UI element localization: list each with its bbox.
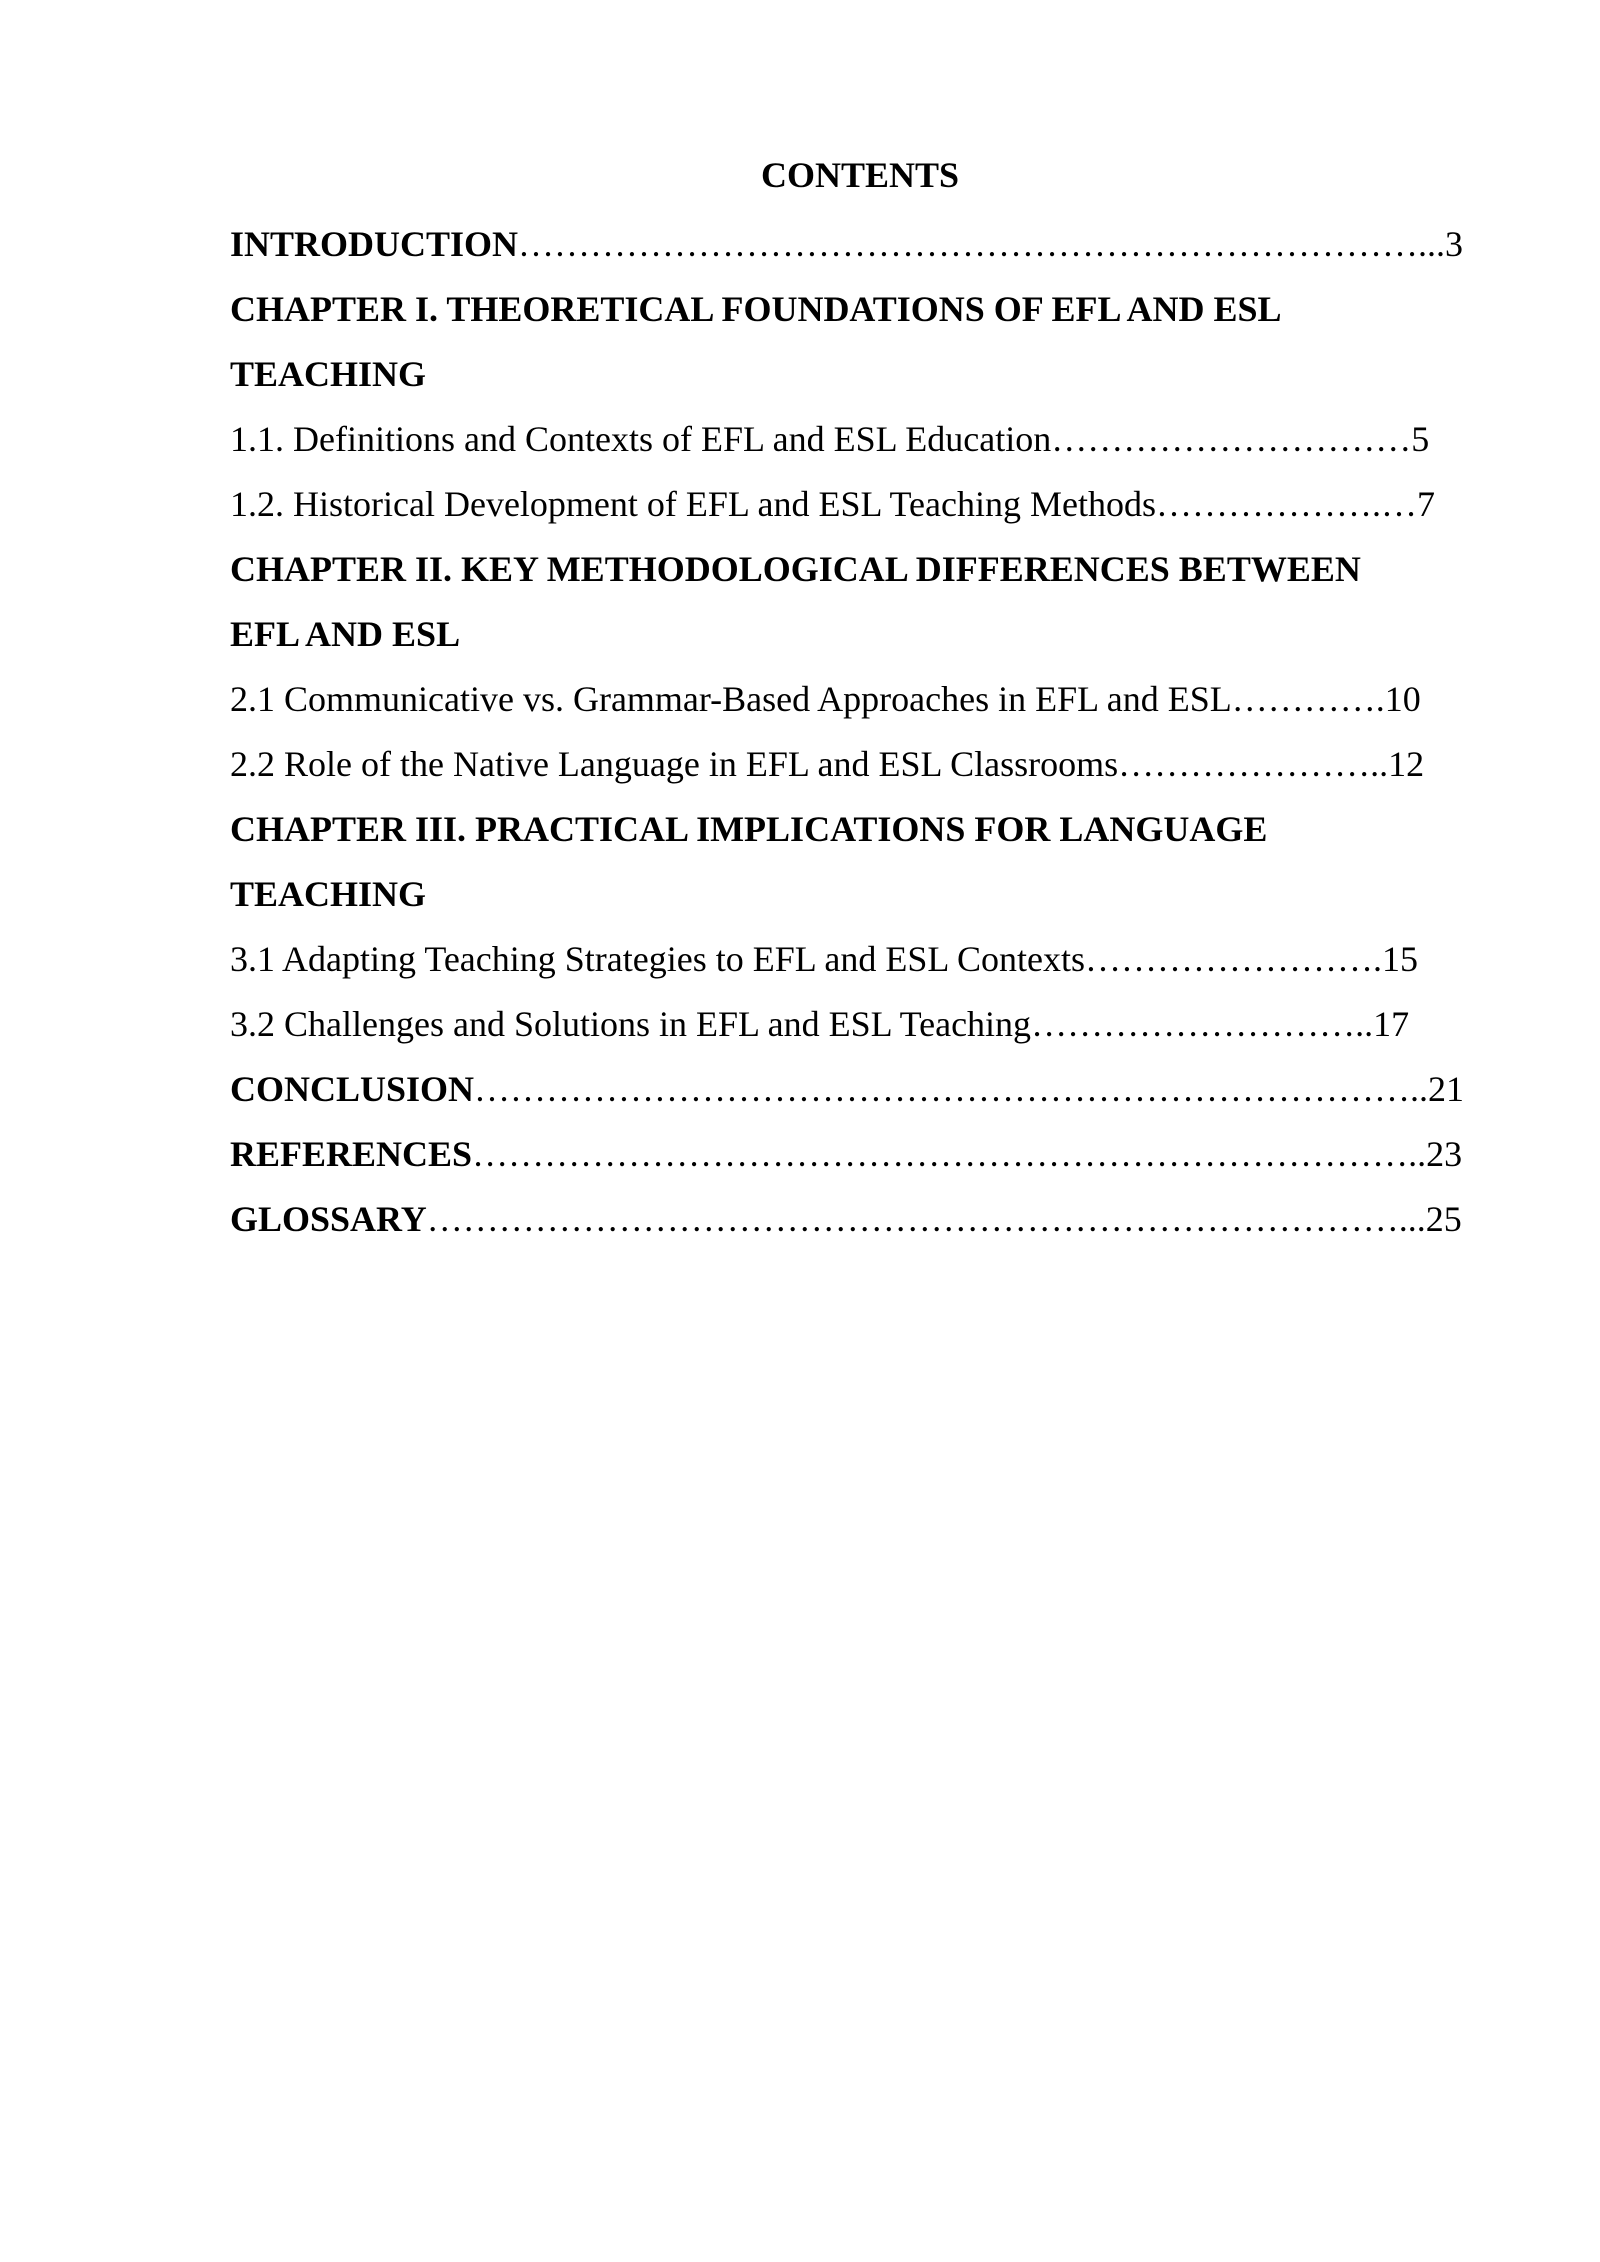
toc-leader: …………………….	[1085, 939, 1383, 979]
toc-leader: …………………………	[1051, 419, 1412, 459]
toc-entry-label: 3.1 Adapting Teaching Strategies to EFL and ESL Contexts	[230, 939, 1086, 979]
toc-page-number: 15	[1382, 939, 1419, 979]
toc-entry-chapter-2-continued	[230, 602, 1490, 667]
toc-entry-label: EFL AND ESL	[230, 614, 461, 654]
toc-entry-conclusion	[230, 1057, 1490, 1122]
toc-page-number: 25	[1425, 1199, 1462, 1239]
toc-entry-label: TEACHING	[230, 354, 427, 394]
toc-entry-label: GLOSSARY	[230, 1199, 427, 1239]
toc-entry-chapter-3-continued	[230, 862, 1490, 927]
toc-entry-section-3-2	[230, 992, 1490, 1057]
toc-page-number: 21	[1428, 1069, 1465, 1109]
toc-entry-introduction	[230, 212, 1490, 277]
toc-entry-label: 3.2 Challenges and Solutions in EFL and ESL Teaching	[230, 1004, 1032, 1044]
toc-entry-label: 1.2. Historical Development of EFL and ESL Teaching Methods	[230, 484, 1156, 524]
toc-entry-chapter-1-continued	[230, 342, 1490, 407]
toc-entry-label: CHAPTER II. KEY METHODOLOGICAL DIFFERENCES BETWEEN	[230, 549, 1361, 589]
toc-entry-label: 1.1. Definitions and Contexts of EFL and ESL Education	[230, 419, 1052, 459]
toc-leader: ………………………..	[1031, 1004, 1374, 1044]
toc-leader: …………………………………………………………………...	[518, 224, 1446, 264]
toc-entry-section-3-1	[230, 927, 1490, 992]
toc-entry-label: INTRODUCTION	[230, 224, 519, 264]
toc-page-number: 5	[1411, 419, 1430, 459]
toc-entry-label: 2.1 Communicative vs. Grammar-Based Approaches in EFL and ESL	[230, 679, 1232, 719]
toc-leader: …………………..	[1118, 744, 1389, 784]
toc-entry-label: CHAPTER I. THEORETICAL FOUNDATIONS OF EFL AND ESL	[230, 289, 1282, 329]
toc-entry-label: CONCLUSION	[230, 1069, 475, 1109]
toc-entry-section-1-2	[230, 472, 1490, 537]
toc-entry-section-2-2	[230, 732, 1490, 797]
toc-page-number: 7	[1416, 484, 1435, 524]
toc-entry-label: TEACHING	[230, 874, 427, 914]
toc-page-number: 17	[1373, 1004, 1410, 1044]
toc-entry-references	[230, 1122, 1490, 1187]
toc-entry-section-2-1	[230, 667, 1490, 732]
toc-entry-label: REFERENCES	[230, 1134, 473, 1174]
toc-entry-label: 2.2 Role of the Native Language in EFL and ESL Classrooms	[230, 744, 1119, 784]
toc-entry-chapter-2	[230, 537, 1490, 602]
toc-entry-glossary	[230, 1187, 1490, 1252]
table-of-contents	[230, 148, 1490, 1252]
toc-page-number: 12	[1388, 744, 1425, 784]
toc-entry-section-1-1	[230, 407, 1490, 472]
toc-entry-chapter-3	[230, 797, 1490, 862]
toc-entry-chapter-1	[230, 277, 1490, 342]
contents-heading: CONTENTS	[760, 155, 960, 195]
toc-page-number: 3	[1445, 224, 1464, 264]
toc-leader: ……………………………………………………………………..	[474, 1069, 1429, 1109]
toc-page-number: 23	[1426, 1134, 1463, 1174]
toc-leader: ………….	[1231, 679, 1385, 719]
toc-entry-label: CHAPTER III. PRACTICAL IMPLICATIONS FOR LANGUAGE	[230, 809, 1268, 849]
toc-page-number: 10	[1384, 679, 1421, 719]
toc-leader: ……………………………………………………………………..	[472, 1134, 1427, 1174]
toc-leader: ………………………………………………………………………...	[426, 1199, 1426, 1239]
toc-leader: ……………….…	[1155, 484, 1417, 524]
